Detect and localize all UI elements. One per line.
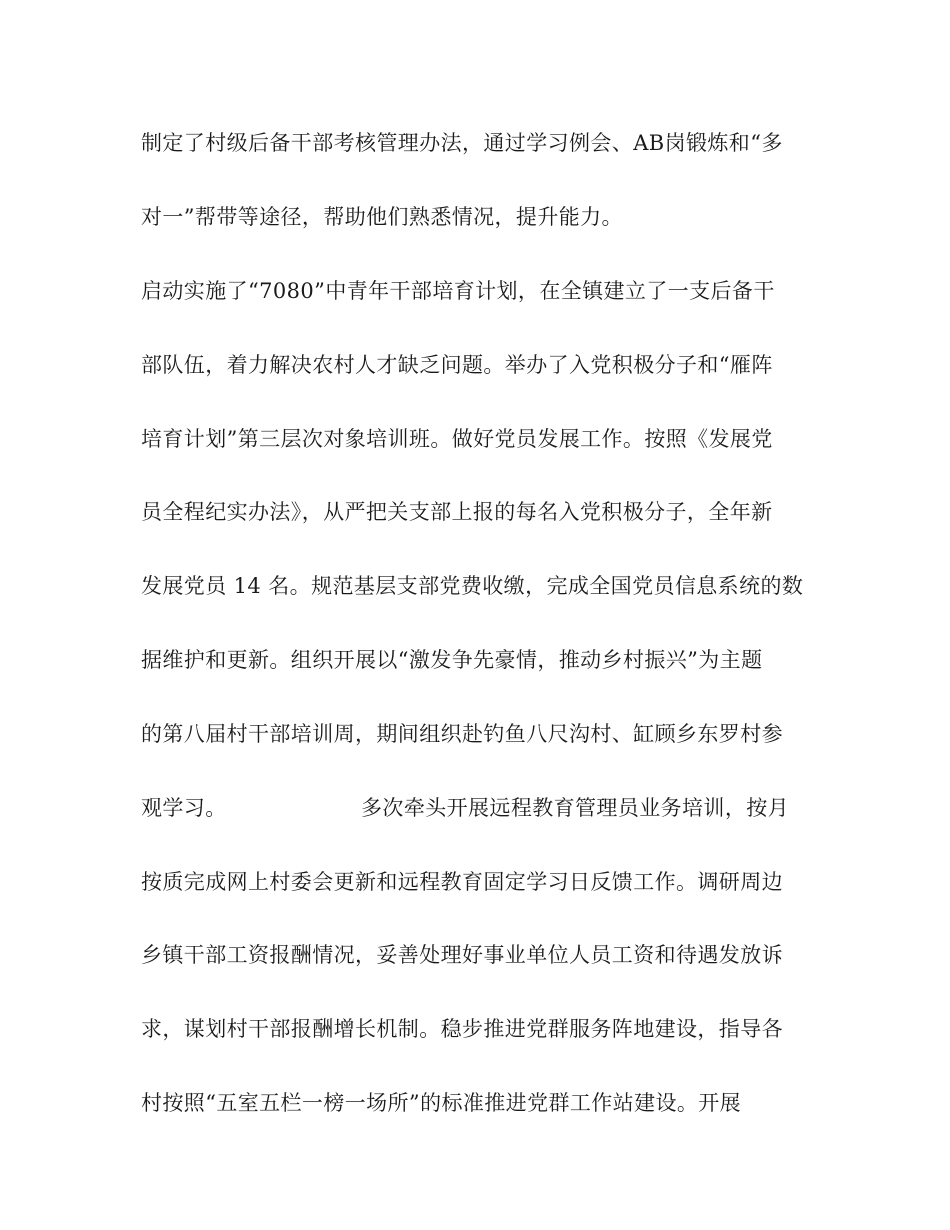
- text-line: 制定了村级后备干部考核管理办法，通过学习例会、AB岗锻炼和“多: [141, 131, 783, 155]
- text-line: 据维护和更新。组织开展以“激发争先豪情，推动乡村振兴”为主题: [141, 648, 763, 672]
- text-line: 员全程纪实办法》，从严把关支部上报的每名入党积极分子，全年新: [141, 500, 773, 524]
- text-line: 的第八届村干部培训周，期间组织赴钓鱼八尺沟村、缸顾乡东罗村参: [141, 722, 783, 746]
- text-line: 启动实施了“7080”中青年干部培育计划，在全镇建立了一支后备干: [141, 279, 775, 303]
- text-line: 求，谋划村干部报酬增长机制。稳步推进党群服务阵地建设，指导各: [141, 1017, 783, 1041]
- text-line: 培育计划”第三层次对象培训班。做好党员发展工作。按照《发展党: [141, 427, 773, 451]
- text-line: 按质完成网上村委会更新和远程教育固定学习日反馈工作。调研周边: [141, 870, 783, 894]
- text-line: 部队伍，着力解决农村人才缺乏问题。举办了入党积极分子和“雁阵: [141, 353, 773, 377]
- text-line: 乡镇干部工资报酬情况，妥善处理好事业单位人员工资和待遇发放诉: [141, 943, 783, 967]
- text-line: 村按照“五室五栏一榜一场所”的标准推进党群工作站建设。开展: [141, 1091, 742, 1115]
- text-line: 发展党员 14 名。规范基层支部党费收缴，完成全国党员信息系统的数: [141, 574, 804, 598]
- text-line: 对一”帮带等途径，帮助他们熟悉情况，提升能力。: [141, 205, 623, 229]
- text-line: 观学习。 多次牵头开展远程教育管理员业务培训，按月: [141, 796, 790, 820]
